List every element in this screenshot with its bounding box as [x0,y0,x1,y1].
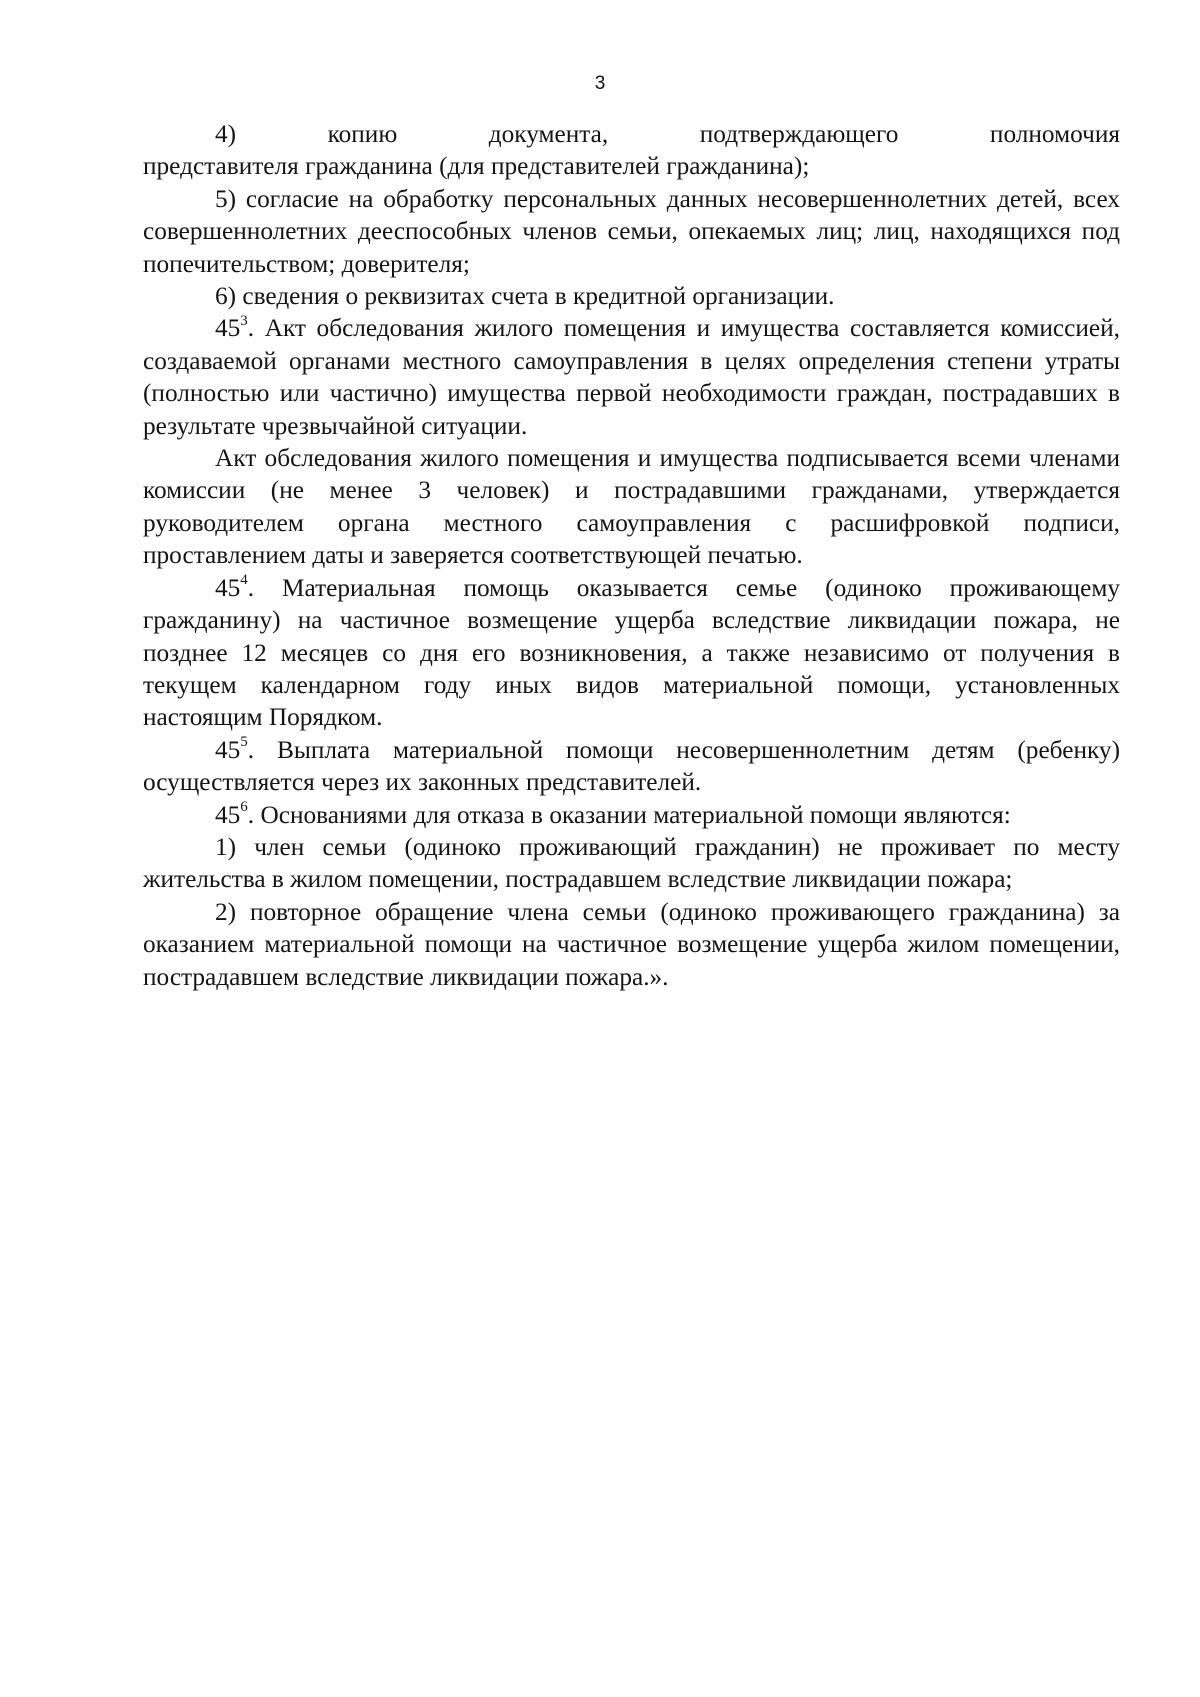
paragraph-number-superscript: 6 [240,799,248,816]
paragraph-45-5 [143,734,1120,799]
paragraph-45-3 [143,312,1120,442]
paragraph-text: . Основаниями для отказа в оказании материальной помощи являются: [247,800,1011,829]
paragraph-text: 5) согласие на обработку персональных данных несовершеннолетних детей, всех совершеннолетних дееспособных членов семьи, опекаемых лиц; лиц, находящихся под попечительством; доверителя; [143,184,1120,278]
paragraph-item-5 [143,183,1120,280]
paragraph-number-superscript: 4 [240,572,248,589]
paragraph-45-4 [143,572,1120,734]
paragraph-refusal-2 [143,896,1120,993]
paragraph-item-4-first-line [143,118,1120,150]
paragraph-text: 2) повторное обращение члена семьи (одиноко проживающего гражданина) за оказанием материальной помощи на частичное возмещение ущерба жилом помещении, пострадавшем вследствие ликвидации пожара.». [143,897,1120,991]
paragraph-text: представителя гражданина (для представителей гражданина); [143,152,810,181]
paragraph-text: 4) копию документа, подтверждающего полномочия [215,120,1120,148]
paragraph-number-superscript: 3 [240,313,248,330]
paragraph-text: . Материальная помощь оказывается семье (одиноко проживающему гражданину) на частичное возмещение ущерба вследствие ликвидации пожара, не позднее 12 месяцев со дня его возникновения, а также независимо от получения в текущем календарном году иных видов материальной помощи, установленных настоящим Порядком. [143,573,1120,732]
paragraph-refusal-1 [143,831,1120,896]
paragraph-item-6 [143,280,1120,312]
paragraph-number: 45 [215,314,241,343]
document-body [143,118,1120,993]
paragraph-act-signing [143,442,1120,572]
paragraph-text: . Акт обследования жилого помещения и имущества составляется комиссией, создаваемой органами местного самоуправления в целях определения степени утраты (полностью или частично) имущества первой необходимости граждан, пострадавших в результате чрезвычайной ситуации. [143,314,1120,440]
paragraph-text: . Выплата материальной помощи несовершеннолетним детям (ребенку) осуществляется через их законных представителей. [143,735,1120,797]
paragraph-45-6 [143,799,1120,831]
paragraph-text: Акт обследования жилого помещения и имущества подписывается всеми членами комиссии (не менее 3 человек) и пострадавшими гражданами, утверждается руководителем органа местного самоуправления с расшифровкой подписи, проставлением даты и заверяется соответствующей печатью. [143,444,1120,570]
paragraph-number: 45 [215,573,241,602]
paragraph-number-superscript: 5 [240,734,248,751]
paragraph-number: 45 [215,735,241,764]
paragraph-text: 1) член семьи (одиноко проживающий гражданин) не проживает по месту жительства в жилом помещении, пострадавшем вследствие ликвидации пожара; [143,832,1120,894]
paragraph-text: 6) сведения о реквизитах счета в кредитной организации. [215,282,835,311]
page-number: 3 [594,73,606,94]
paragraph-item-4-continuation [143,150,1120,182]
paragraph-number: 45 [215,800,241,829]
